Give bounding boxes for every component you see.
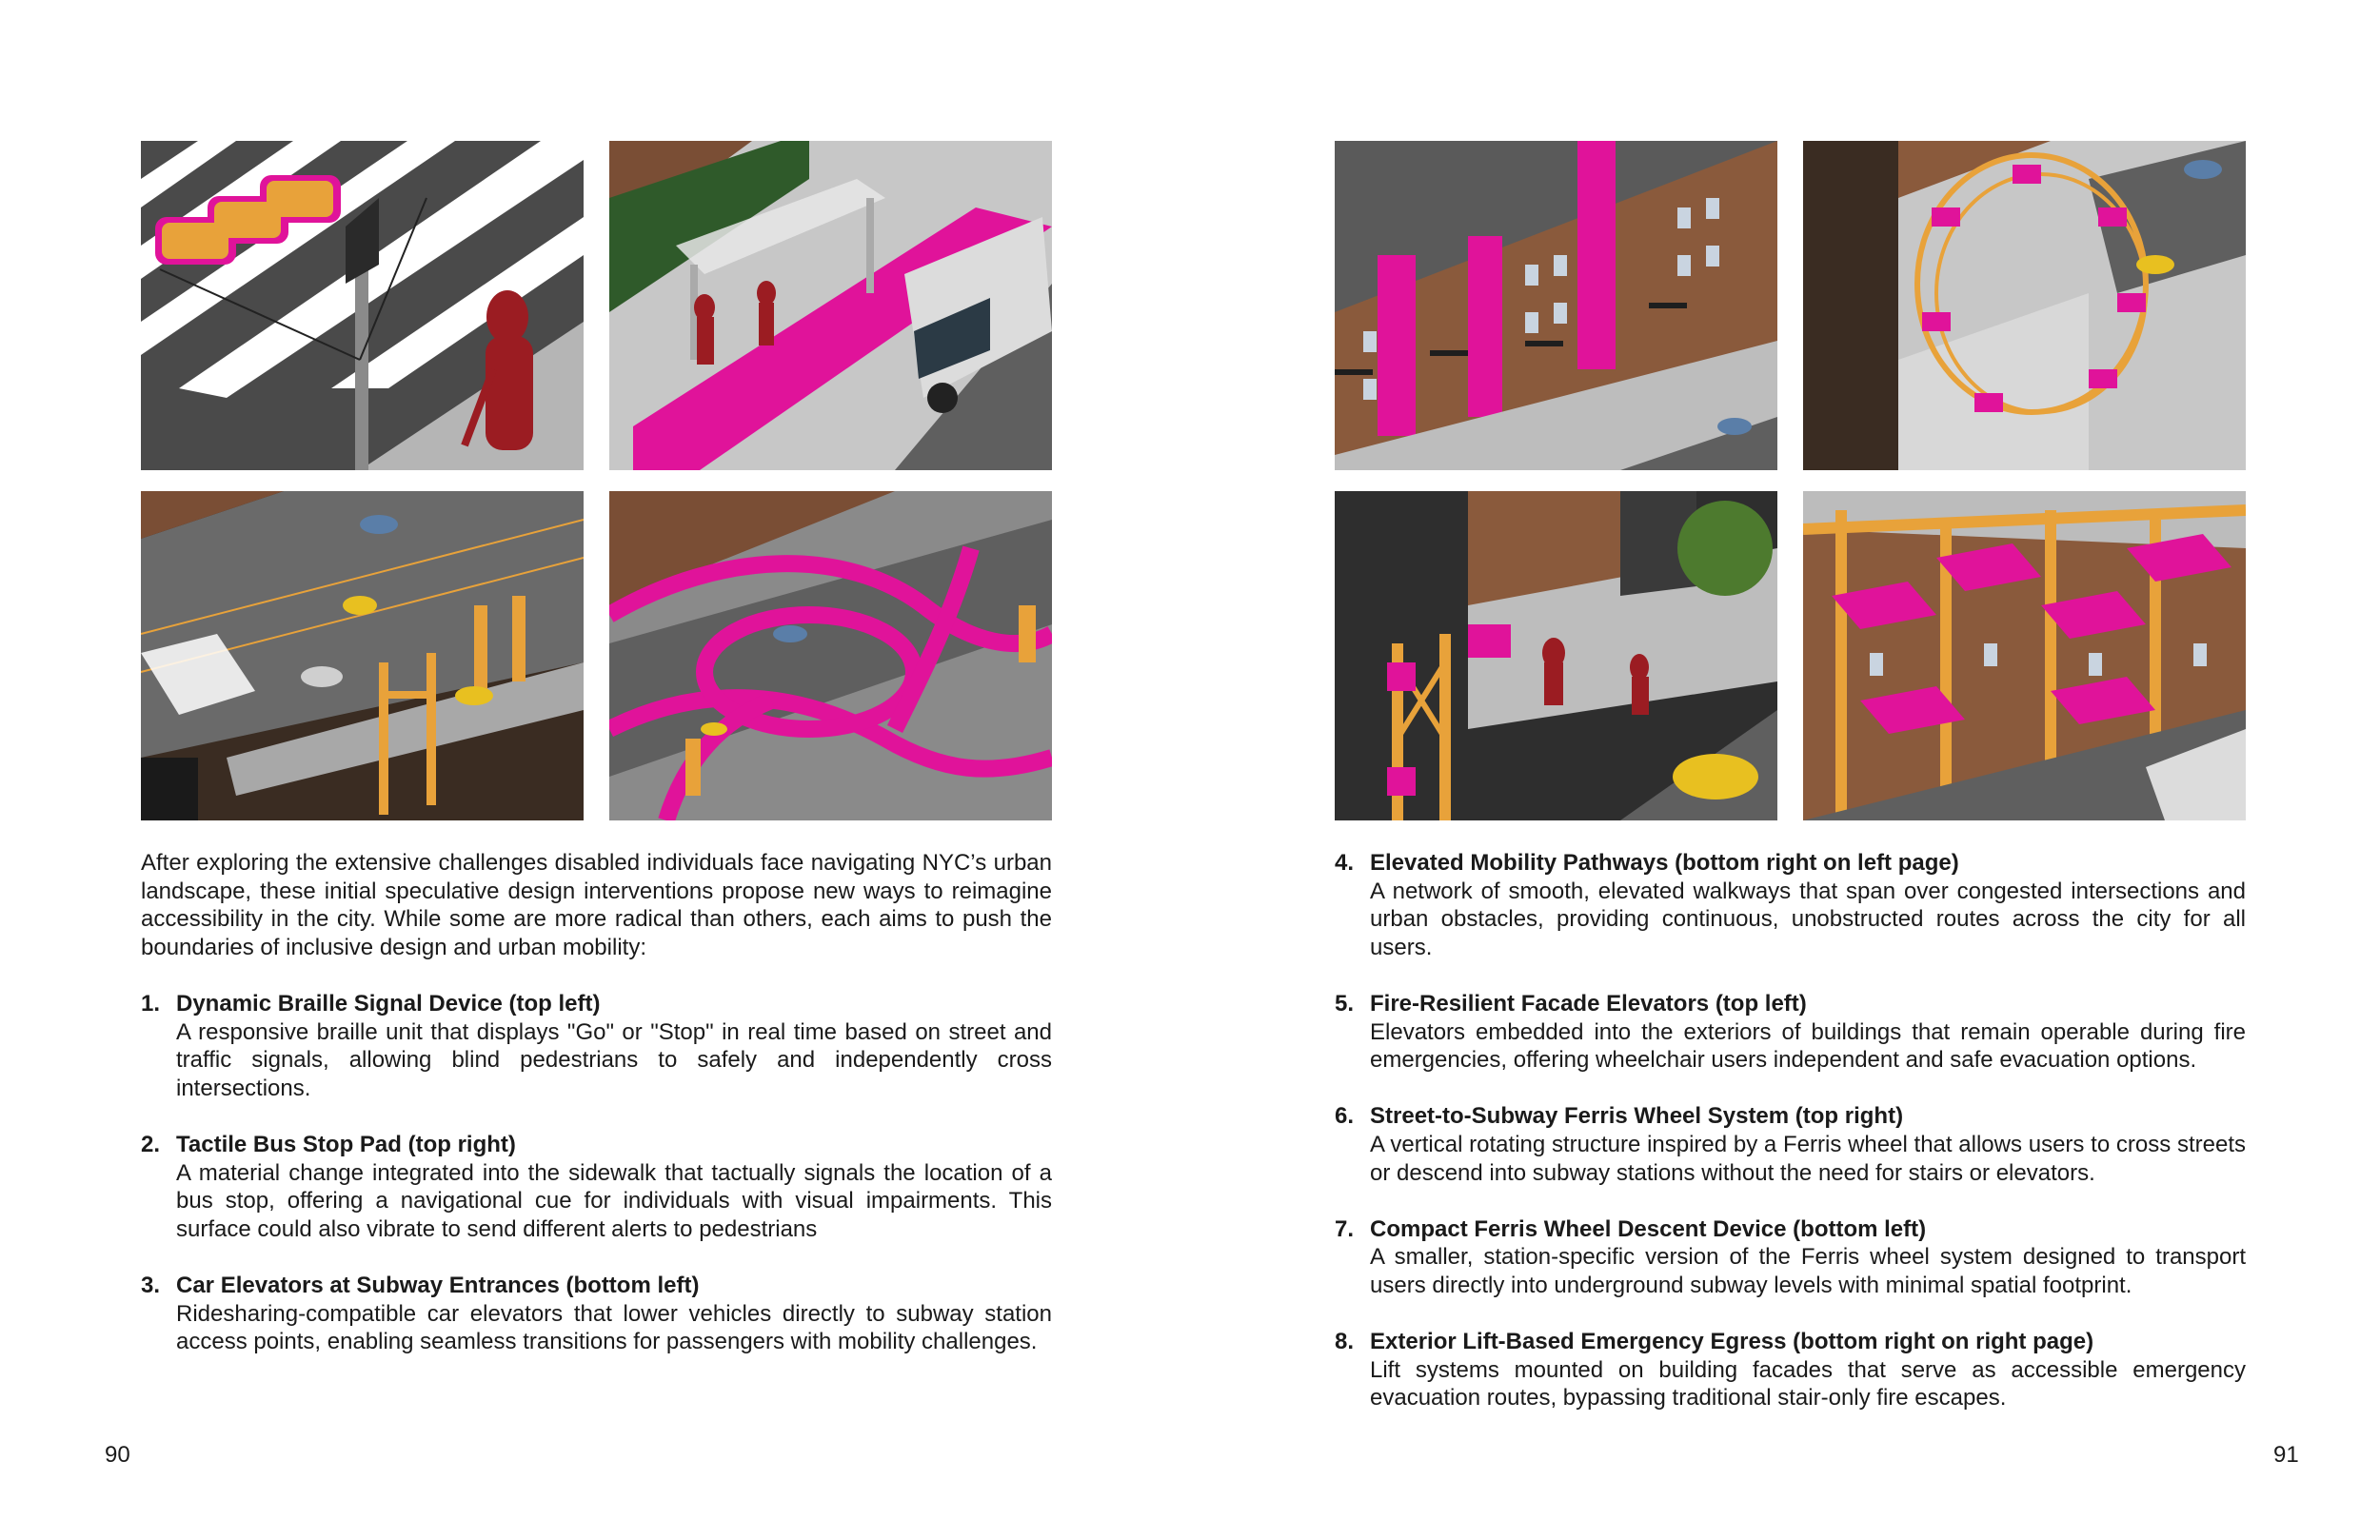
item-title: Car Elevators at Subway Entrances (bottom left) — [176, 1272, 700, 1298]
list-item — [1335, 1328, 2246, 1412]
design-list-right — [1335, 849, 2246, 1412]
intro-paragraph: After exploring the extensive challenges disabled individuals face navigating NYC’s urban landscape, these initial speculative design interventions propose new ways to reimagine accessibility in the city. While some are more radical than others, each aims to push the boundaries of inclusive design and urban mobility: — [141, 850, 1052, 960]
lift-egress-render — [1803, 491, 2246, 820]
right-text-column — [1335, 849, 2246, 1440]
list-item — [1335, 1215, 2246, 1300]
item-description: A network of smooth, elevated walkways that span over congested intersections and urban obstacles, providing continuous, unobstructed routes across the city for all users. — [1370, 878, 2246, 960]
item-number: 3. — [141, 1272, 161, 1298]
right-page — [1190, 0, 2380, 1540]
left-text-column — [141, 849, 1052, 1384]
list-item — [141, 1131, 1052, 1243]
item-title: Elevated Mobility Pathways (bottom right on left page) — [1370, 850, 1959, 876]
list-item — [1335, 990, 2246, 1075]
list-item — [141, 1272, 1052, 1356]
item-description: A responsive braille unit that displays "Go" or "Stop" in real time based on street and traffic signals, allowing blind pedestrians to safely and independently cross intersections. — [176, 1018, 1052, 1101]
item-title: Exterior Lift-Based Emergency Egress (bottom right on right page) — [1370, 1329, 2094, 1355]
item-number: 7. — [1335, 1215, 1355, 1242]
item-description: A smaller, station-specific version of the Ferris wheel system designed to transport users directly into underground subway levels with minimal spatial footprint. — [1370, 1244, 2246, 1298]
ferris-wheel-render — [1803, 141, 2246, 470]
page-number-right: 91 — [2273, 1442, 2299, 1468]
item-number: 2. — [141, 1131, 161, 1157]
item-description: Ridesharing-compatible car elevators that lower vehicles directly to subway station access points, enabling seamless transitions for passengers with mobility challenges. — [176, 1300, 1052, 1355]
braille-signal-render — [141, 141, 584, 470]
list-item — [1335, 1102, 2246, 1187]
list-item — [1335, 849, 2246, 961]
item-title: Compact Ferris Wheel Descent Device (bottom left) — [1370, 1215, 1927, 1242]
item-description: Lift systems mounted on building facades that serve as accessible emergency evacuation routes, bypassing traditional stair-only fire escapes. — [1370, 1356, 2246, 1412]
item-title: Tactile Bus Stop Pad (top right) — [176, 1131, 516, 1157]
item-title: Street-to-Subway Ferris Wheel System (top right) — [1370, 1103, 1904, 1130]
design-list-left — [141, 990, 1052, 1356]
item-number: 1. — [141, 990, 161, 1017]
item-number: 4. — [1335, 850, 1355, 876]
car-elevator-render — [141, 491, 584, 820]
item-title: Dynamic Braille Signal Device (top left) — [176, 990, 601, 1017]
item-description: A vertical rotating structure inspired by a Ferris wheel that allows users to cross streets or descend into subway stations without the need for stairs or elevators. — [1370, 1131, 2246, 1186]
compact-ferris-wheel-render — [1335, 491, 1777, 820]
item-number: 6. — [1335, 1103, 1355, 1130]
page-number-left: 90 — [105, 1442, 130, 1468]
item-title: Fire-Resilient Facade Elevators (top left) — [1370, 990, 1807, 1017]
tactile-bus-stop-render — [609, 141, 1052, 470]
item-description: Elevators embedded into the exteriors of buildings that remain operable during fire emergencies, offering wheelchair users independent and safe evacuation options. — [1370, 1018, 2246, 1074]
item-number: 5. — [1335, 990, 1355, 1017]
list-item — [141, 990, 1052, 1102]
facade-elevator-render — [1335, 141, 1777, 470]
item-description: A material change integrated into the sidewalk that tactually signals the location of a bus stop, offering a navigational cue for individuals with visual impairments. This surface could also vibrate to send different alerts to pedestrians — [176, 1159, 1052, 1242]
item-number: 8. — [1335, 1329, 1355, 1355]
elevated-pathways-render — [609, 491, 1052, 820]
